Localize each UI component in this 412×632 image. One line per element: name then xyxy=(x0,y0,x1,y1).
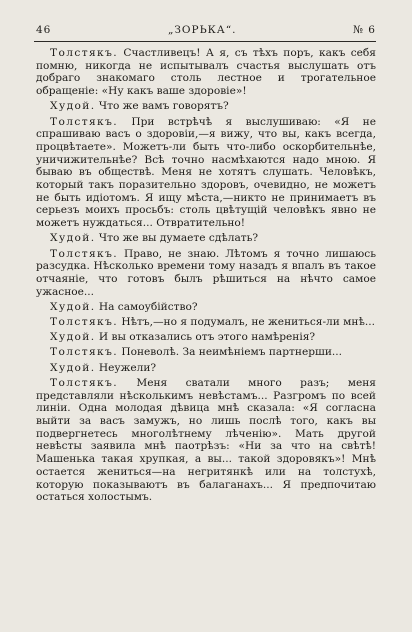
speaker-name: Худой. xyxy=(50,361,96,374)
dialogue-line xyxy=(36,331,376,344)
line-text: Поневолѣ. За неимѣніемъ партнерши... xyxy=(121,346,343,359)
speaker-name: Толстякъ. xyxy=(50,346,118,359)
speaker-name: Толстякъ. xyxy=(50,247,118,260)
speaker-name: Худой. xyxy=(50,100,96,113)
dialogue-line xyxy=(36,100,376,113)
dialogue-line xyxy=(36,346,376,359)
speaker-name: Худой. xyxy=(50,331,96,344)
dialogue-line xyxy=(36,232,376,245)
line-text: При встрѣчѣ я выслушиваю: «Я не спрашиваю васъ о здоровіи,—я вижу, что вы, какъ всегда, процвѣтаете». Можетъ-ли быть что-либо оскорбительнѣе, уничижительнѣе? Всѣ точно насмѣхаются надо мною. Я бываю въ обществѣ. Меня не хотятъ слушать. Человѣкъ, который такъ поразительно здоровъ, очевидно, не можетъ не быть идіотомъ. Я ищу мѣста,—никто не принимаетъ въ серьезъ моихъ просьбъ: столь цвѣтущій человѣкъ явно не можетъ нуждаться... Отвратительно! xyxy=(36,115,377,230)
speaker-name: Толстякъ. xyxy=(50,376,118,389)
line-text: И вы отказались отъ этого намѣренія? xyxy=(98,331,316,344)
running-header xyxy=(36,24,376,40)
dialogue-line xyxy=(36,301,376,314)
speaker-name: Толстякъ. xyxy=(50,115,118,128)
dialogue-line xyxy=(36,377,376,504)
line-text: Право, не знаю. Лѣтомъ я точно лишаюсь разсудка. Нѣсколько времени тому назадъ я впалъ въ такое отчаяніе, что готовъ былъ рѣшиться на нѣчто самое ужасное... xyxy=(36,247,376,298)
line-text: Нѣтъ,—но я подумалъ, не жениться-ли мнѣ... xyxy=(121,316,375,329)
speaker-name: Худой. xyxy=(50,232,96,245)
dialogue-line xyxy=(36,316,376,329)
line-text: Счастливецъ! А я, съ тѣхъ поръ, какъ себя помню, никогда не испытывалъ счастья выслушать отъ добраго знакомаго столь лестное и трогательное обращеніе: «Ну какъ ваше здоровіе»! xyxy=(36,47,376,98)
line-text: На самоубійство? xyxy=(98,300,198,313)
dialogue-text xyxy=(36,47,376,506)
dialogue-line xyxy=(36,116,376,230)
page-number: 46 xyxy=(36,24,52,36)
line-text: Что же вы думаете сдѣлать? xyxy=(98,232,259,245)
line-text: Меня сватали много разъ; меня представляли нѣсколькимъ невѣстамъ... Разгромъ по всей линіи. Одна молодая дѣвица мнѣ сказала: «Я согласна выйти за васъ замужъ, но лишь послѣ того, какъ вы подвергнетесь многолѣтнему лѣченію». Мать другой невѣсты заявила мнѣ паотрѣзъ: «Ни за что на свѣтѣ! Машенька такая хрупкая, а вы... такой здоровякъ»! Мнѣ остается жениться—на негритянкѣ или на толстухѣ, которую показываютъ въ балаганахъ... Я предпочитаю остаться холостымъ. xyxy=(36,376,376,504)
dialogue-line xyxy=(36,362,376,375)
speaker-name: Худой. xyxy=(50,300,96,313)
speaker-name: Толстякъ. xyxy=(50,316,118,329)
header-rule xyxy=(34,41,376,42)
journal-title: „ЗОРЬКА“. xyxy=(167,24,237,36)
dialogue-line xyxy=(36,47,376,98)
line-text: Что же вамъ говорятъ? xyxy=(98,100,229,113)
issue-number: № 6 xyxy=(353,24,376,36)
dialogue-line xyxy=(36,248,376,299)
line-text: Неужели? xyxy=(98,361,157,374)
speaker-name: Толстякъ. xyxy=(50,47,118,59)
